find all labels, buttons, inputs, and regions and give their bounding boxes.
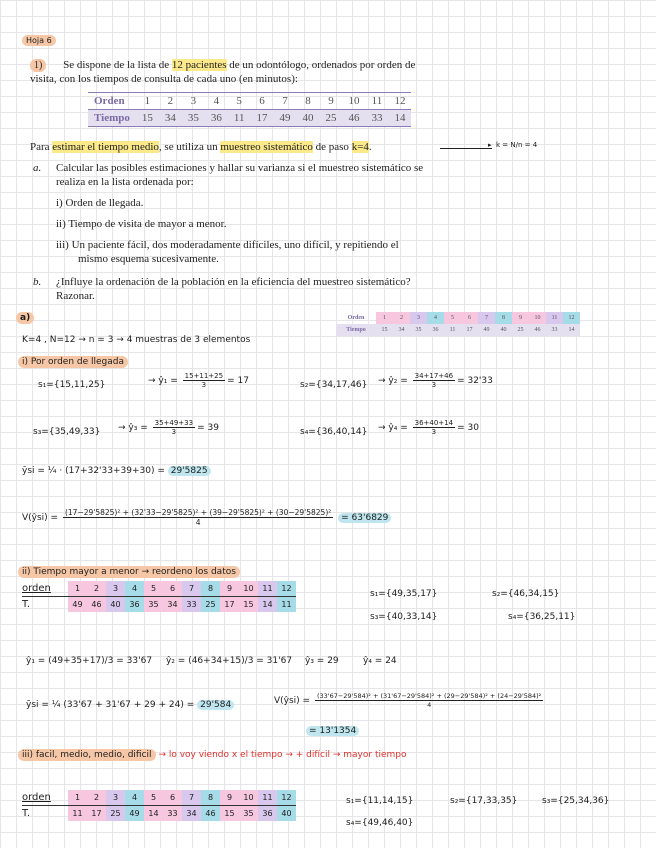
ii-table-cell: 11 <box>258 581 277 597</box>
estimate-2: → ŷ₂ = $\frac{34+17+46}{3}$ = 32'33 <box>378 372 493 389</box>
sample-3: s₃={35,49,33} <box>33 427 101 437</box>
ii-table-cell: 17 <box>220 597 239 613</box>
ii-table-cell: 7 <box>182 581 201 597</box>
small-table-cell: 6 <box>461 312 478 324</box>
ii-ysi-expression: ȳsi = ¼ (33'67 + 31'67 + 29 + 24) = <box>26 700 195 710</box>
data-table <box>88 92 411 127</box>
iii-table-cell: 5 <box>144 790 163 806</box>
ii-table-t: T. <box>22 599 31 610</box>
small-table-cell: 1 <box>376 312 393 324</box>
small-table-cell: 9 <box>512 312 529 324</box>
intro-text-b: de un odontólogo, ordenados por orden de <box>226 59 416 71</box>
arrow-head: ▸ <box>488 141 492 149</box>
iii-table-cell: 36 <box>258 806 277 822</box>
iii-table-cell: 2 <box>87 790 106 806</box>
table-cell-tiempo: 25 <box>319 110 342 127</box>
iii-table-orden: orden <box>22 790 68 806</box>
part-iii-title: iii) facil, medio, medio, dificil <box>18 749 156 761</box>
ii-estimate-1: ŷ₁ = (49+35+17)/3 = 33'67 <box>26 656 153 666</box>
estimate-4-den: 3 <box>431 428 437 436</box>
small-table-cell: 10 <box>529 312 546 324</box>
item-b-line2: Razonar. <box>56 290 95 302</box>
table-cell-tiempo: 33 <box>365 110 388 127</box>
small-table-cell: 25 <box>512 324 529 336</box>
small-table-cell: 5 <box>444 312 461 324</box>
ii-table-cell: 36 <box>125 597 144 613</box>
estimate-1-result: = 17 <box>227 376 249 386</box>
table-cell-orden: 5 <box>228 93 251 110</box>
ii-table-cell: 6 <box>163 581 182 597</box>
variance-ii <box>274 692 545 709</box>
small-table-cell: 17 <box>461 324 478 336</box>
ii-ysi-result: 29'584 <box>197 700 234 710</box>
small-table-cell: 11 <box>444 324 461 336</box>
iii-table-cell: 7 <box>182 790 201 806</box>
table-header-tiempo: Tiempo <box>88 110 136 127</box>
table-cell-orden: 7 <box>273 93 296 110</box>
iii-table-cell: 11 <box>258 790 277 806</box>
estimate-2-result: = 32'33 <box>457 376 493 386</box>
variance-i <box>22 508 391 527</box>
table-cell-tiempo: 35 <box>182 110 205 127</box>
table-cell-orden: 10 <box>342 93 365 110</box>
ii-table-cell: 8 <box>201 581 220 597</box>
ii-sample-3: s₃={40,33,14} <box>370 612 438 622</box>
iii-table-cell: 12 <box>277 790 296 806</box>
table-cell-orden: 12 <box>388 93 411 110</box>
para-text-a: Para <box>30 141 53 153</box>
table-cell-tiempo: 14 <box>388 110 411 127</box>
ii-table-cell: 40 <box>106 597 125 613</box>
small-table-tiempo: Tiempo <box>336 324 376 336</box>
part-iii-note: → lo voy viendo x el tiempo → + difícil → mayor tiempo <box>158 750 407 760</box>
iii-table-cell: 4 <box>125 790 144 806</box>
variance-i-lhs: V(ŷsi) = <box>22 513 59 523</box>
iii-table-cell: 8 <box>201 790 220 806</box>
k-side-note: k = N/n = 4 <box>496 141 538 149</box>
part-i-title: i) Por orden de llegada <box>18 356 128 368</box>
ii-table-cell: 14 <box>258 597 277 613</box>
para-text-d: . <box>368 141 372 153</box>
ii-table-cell: 2 <box>87 581 106 597</box>
item-a-line2: realiza en la lista ordenada por: <box>56 176 194 188</box>
estimate-3-result: = 39 <box>197 423 219 433</box>
arrow-line <box>440 148 492 149</box>
iii-table-cell: 25 <box>106 806 125 822</box>
table-cell-tiempo: 46 <box>342 110 365 127</box>
iii-table-cell: 33 <box>163 806 182 822</box>
iii-sample-3: s₃={25,34,36} <box>542 796 610 806</box>
intro-text-a: Se dispone de la lista de <box>63 59 172 71</box>
ii-table-orden: orden <box>22 581 68 597</box>
variance-i-result: = 63'6829 <box>338 513 391 523</box>
variance-ii-lhs: V(ŷsi) = <box>274 696 311 706</box>
para-text-c: de paso <box>312 141 352 153</box>
small-table-cell: 15 <box>376 324 393 336</box>
item-i: i) Orden de llegada. <box>56 197 144 209</box>
estimate-3-num: 35+49+33 <box>154 419 194 427</box>
table-cell-orden: 8 <box>296 93 319 110</box>
part-ii-title: ii) Tiempo mayor a menor → reordeno los datos <box>18 566 240 578</box>
iii-table-cell: 40 <box>277 806 296 822</box>
small-table-cell: 46 <box>529 324 546 336</box>
table-cell-tiempo: 34 <box>159 110 182 127</box>
item-ii: ii) Tiempo de visita de mayor a menor. <box>56 218 227 230</box>
small-table-cell: 36 <box>427 324 444 336</box>
para-text-b: , se utiliza un <box>158 141 221 153</box>
iii-table-cell: 49 <box>125 806 144 822</box>
small-table-cell: 11 <box>546 312 563 324</box>
ii-estimate-4: ŷ₄ = 24 <box>363 656 397 666</box>
iii-sample-2: s₂={17,33,35} <box>450 796 518 806</box>
ii-sample-2: s₂={46,34,15} <box>492 589 560 599</box>
ii-table-cell: 3 <box>106 581 125 597</box>
table-header-orden: Orden <box>88 93 136 110</box>
item-a-line1: Calcular las posibles estimaciones y hallar su varianza si el muestreo sistemático se <box>56 162 424 174</box>
iii-sample-4: s₄={49,46,40} <box>346 818 414 828</box>
setup-line: K=4 , N=12 → n = 3 → 4 muestras de 3 elementos <box>22 335 251 345</box>
table-cell-orden: 6 <box>250 93 273 110</box>
table-cell-tiempo: 49 <box>273 110 296 127</box>
iii-table-cell: 6 <box>163 790 182 806</box>
problem-number: 1) <box>30 59 46 72</box>
ii-table-cell: 25 <box>201 597 220 613</box>
table-cell-tiempo: 17 <box>250 110 273 127</box>
ii-table-cell: 10 <box>239 581 258 597</box>
problem-para <box>30 141 372 154</box>
small-table-cell: 34 <box>393 324 410 336</box>
iii-table-cell: 1 <box>68 790 87 806</box>
table-cell-tiempo: 15 <box>136 110 159 127</box>
ii-estimate-2: ŷ₂ = (46+34+15)/3 = 31'67 <box>166 656 293 666</box>
ii-table-cell: 33 <box>182 597 201 613</box>
variance-ii-num: (33'67−29'584)² + (31'67−29'584)² + (29−29'584)² + (24−29'584)² <box>316 692 542 700</box>
iii-table-cell: 3 <box>106 790 125 806</box>
ii-table-cell: 9 <box>220 581 239 597</box>
iii-table-cell: 15 <box>220 806 239 822</box>
estimate-4-num: 36+40+14 <box>414 419 454 427</box>
para-highlight-3: k=4 <box>351 141 369 153</box>
ii-table-cell: 46 <box>87 597 106 613</box>
item-b-letter: b. <box>33 276 42 288</box>
variance-ii-den: 4 <box>427 701 432 709</box>
iii-table-cell: 34 <box>182 806 201 822</box>
small-table-cell: 49 <box>478 324 495 336</box>
ii-table-cell: 34 <box>163 597 182 613</box>
variance-ii-result: = 13'1354 <box>306 726 359 736</box>
iii-table-cell: 35 <box>239 806 258 822</box>
iii-table-cell: 14 <box>144 806 163 822</box>
small-table-cell: 3 <box>410 312 427 324</box>
table-cell-tiempo: 36 <box>205 110 228 127</box>
small-table-cell: 7 <box>478 312 495 324</box>
iii-table-cell: 17 <box>87 806 106 822</box>
table-cell-orden: 11 <box>365 93 388 110</box>
para-highlight-1: estimar el tiempo medio <box>52 141 159 153</box>
small-colored-table <box>336 312 580 336</box>
estimate-4-result: = 30 <box>457 423 479 433</box>
small-table-cell: 40 <box>495 324 512 336</box>
solution-a-label: a) <box>16 312 34 324</box>
sheet-label: Hoja 6 <box>22 35 56 46</box>
table-cell-tiempo: 40 <box>296 110 319 127</box>
ii-table-cell: 1 <box>68 581 87 597</box>
small-table-cell: 12 <box>563 312 580 324</box>
ii-table-cell: 49 <box>68 597 87 613</box>
small-table-cell: 2 <box>393 312 410 324</box>
iii-table-cell: 11 <box>68 806 87 822</box>
small-table-cell: 14 <box>563 324 580 336</box>
estimate-1: → ŷ₁ = $\frac{15+11+25}{3}$ = 17 <box>148 372 249 389</box>
estimate-3: → ŷ₃ = $\frac{35+49+33}{3}$ = 39 <box>118 419 219 436</box>
iii-table-cell: 46 <box>201 806 220 822</box>
ysi-line <box>22 466 211 476</box>
ii-table-cell: 5 <box>144 581 163 597</box>
item-iii-line1: iii) Un paciente fácil, dos moderadamente difíciles, uno difícil, y repitiendo el <box>56 239 399 251</box>
table-cell-orden: 2 <box>159 93 182 110</box>
ysi-expression: ȳsi = ¼ · (17+32'33+39+30) = <box>22 466 165 476</box>
problem-intro-line2: visita, con los tiempos de consulta de cada uno (en minutos): <box>30 73 298 85</box>
ii-table-cell: 15 <box>239 597 258 613</box>
small-table-cell: 4 <box>427 312 444 324</box>
iii-table-cell: 10 <box>239 790 258 806</box>
small-table-orden: Orden <box>347 315 365 321</box>
ii-sample-4: s₄={36,25,11} <box>508 612 576 622</box>
ii-ysi-line <box>26 700 234 710</box>
table-cell-orden: 1 <box>136 93 159 110</box>
iii-table-t: T. <box>22 808 31 819</box>
ii-table-cell: 11 <box>277 597 296 613</box>
estimate-3-den: 3 <box>171 428 177 436</box>
variance-i-num: (17−29'5825)² + (32'33−29'5825)² + (39−29'5825)² + (30−29'5825)² <box>64 508 332 517</box>
sample-4: s₄={36,40,14} <box>300 427 368 437</box>
part-iii-heading <box>18 750 407 760</box>
estimate-2-num: 34+17+46 <box>414 372 454 380</box>
estimate-2-den: 3 <box>431 381 437 389</box>
iii-table-cell: 9 <box>220 790 239 806</box>
ii-table <box>22 581 296 612</box>
table-cell-orden: 3 <box>182 93 205 110</box>
table-cell-orden: 4 <box>205 93 228 110</box>
item-b-line1: ¿Influye la ordenación de la población en la eficiencia del muestreo sistemático? <box>56 276 411 288</box>
problem-intro-line1 <box>30 59 415 72</box>
ii-estimate-3: ŷ₃ = 29 <box>305 656 339 666</box>
intro-highlight: 12 pacientes <box>171 59 227 71</box>
variance-i-den: 4 <box>195 518 201 527</box>
ii-table-cell: 35 <box>144 597 163 613</box>
iii-table <box>22 790 296 821</box>
ii-table-cell: 12 <box>277 581 296 597</box>
small-table-cell: 33 <box>546 324 563 336</box>
iii-sample-1: s₁={11,14,15} <box>346 796 414 806</box>
item-iii-line2: mismo esquema sucesivamente. <box>78 253 219 265</box>
item-a-letter: a. <box>33 162 42 174</box>
table-cell-orden: 9 <box>319 93 342 110</box>
sample-2: s₂={34,17,46} <box>300 380 368 390</box>
small-table-cell: 35 <box>410 324 427 336</box>
estimate-1-num: 15+11+25 <box>184 372 224 380</box>
estimate-4: → ŷ₄ = $\frac{36+40+14}{3}$ = 30 <box>378 419 479 436</box>
table-cell-tiempo: 11 <box>228 110 251 127</box>
small-table-cell: 8 <box>495 312 512 324</box>
ysi-result: 29'5825 <box>168 466 211 476</box>
ii-table-cell: 4 <box>125 581 144 597</box>
ii-sample-1: s₁={49,35,17} <box>370 589 438 599</box>
sample-1: s₁={15,11,25} <box>38 380 106 390</box>
para-highlight-2: muestreo sistemático <box>220 141 313 153</box>
estimate-1-den: 3 <box>201 381 207 389</box>
